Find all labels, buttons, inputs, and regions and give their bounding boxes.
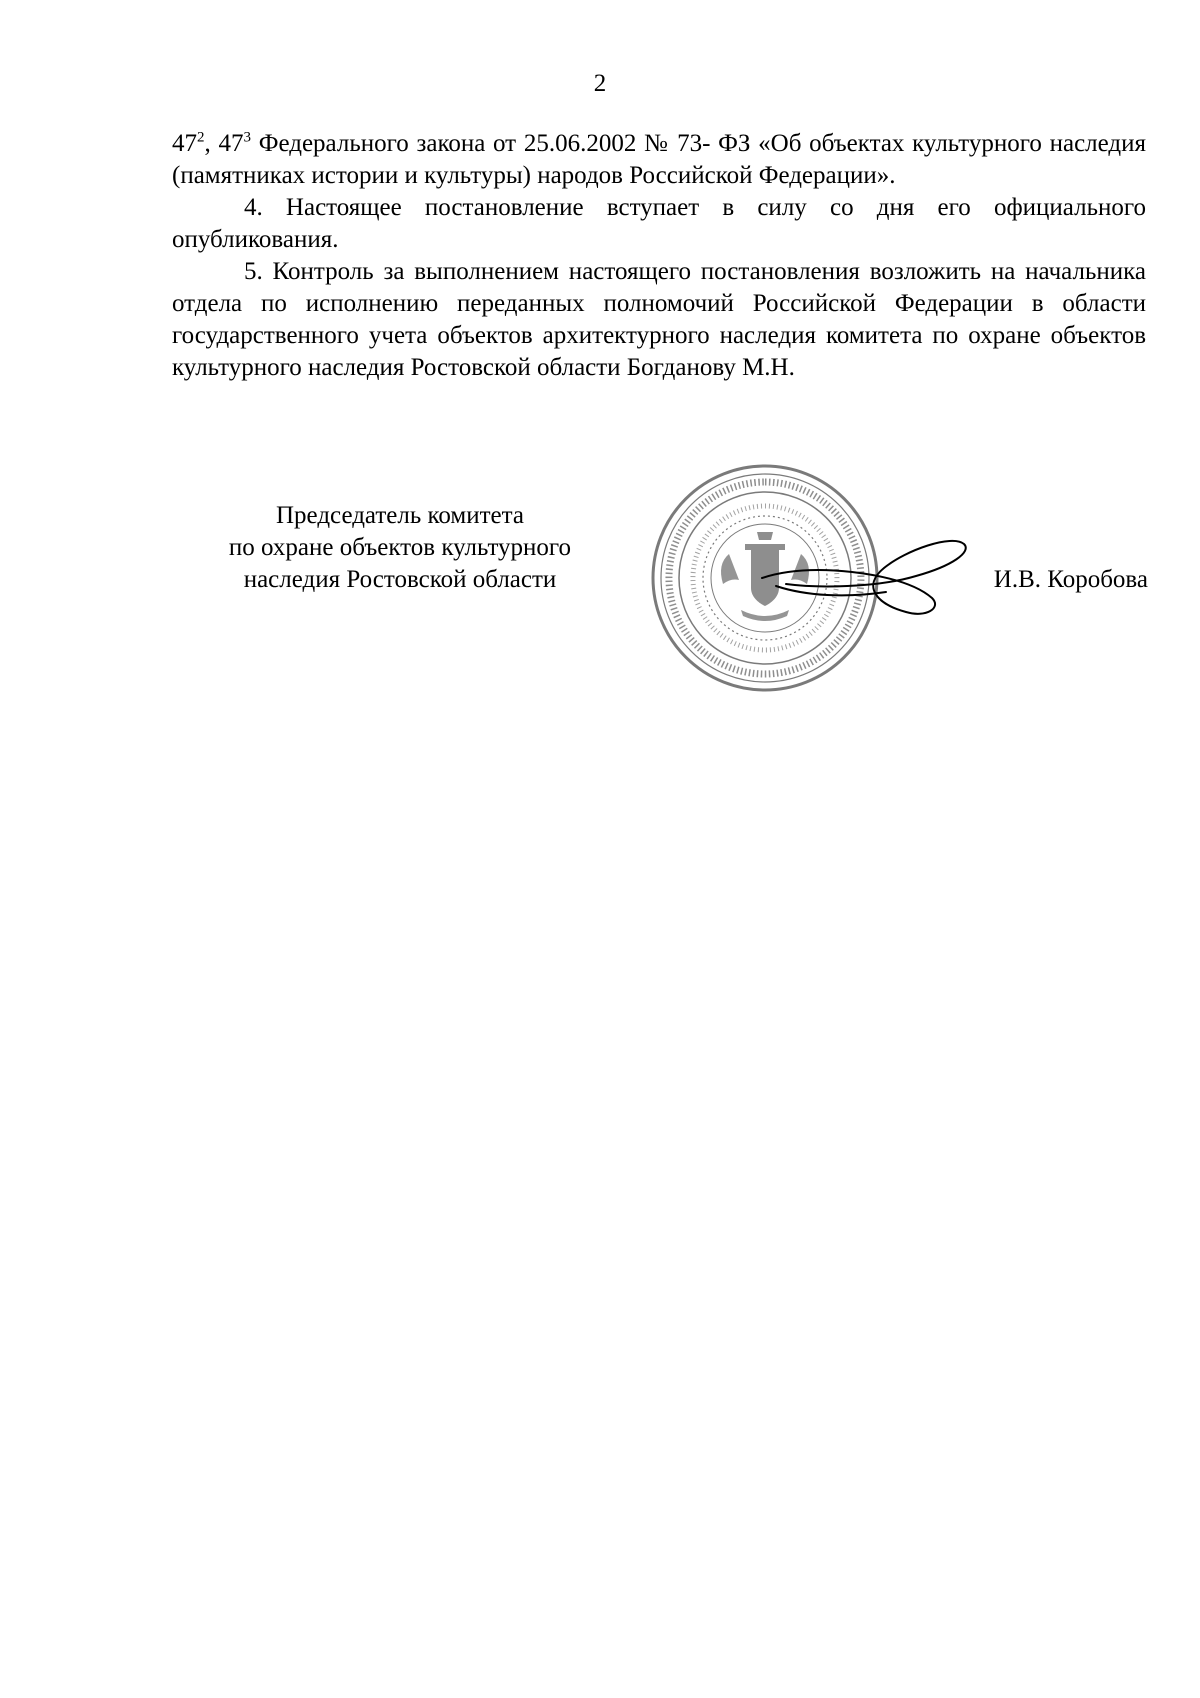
page-number: 2 (593, 70, 607, 97)
handwritten-signature-icon (756, 526, 971, 626)
position-line: по охране объектов культурного (228, 534, 572, 561)
article-number: 47 (172, 130, 197, 157)
paragraph-5: 5. Контроль за выполнением настоящего постановления возложить на начальника отдела по исполнению переданных полномочий Российской Федерации в области государственного учета объектов архитектурного наследия комитета по охране объектов культурного наследия Ростовской области Богданову М.Н. (172, 258, 1146, 381)
article-superscript: 2 (197, 129, 205, 146)
paragraph-law-reference (172, 128, 1146, 192)
document-body (172, 128, 1146, 384)
position-line: наследия Ростовской области (243, 566, 557, 593)
position-line: Председатель комитета (276, 502, 524, 529)
paragraph-4: 4. Настоящее постановление вступает в силу со дня его официального опубликования. (172, 194, 1146, 253)
article-superscript: 3 (243, 129, 251, 146)
signatory-position (190, 500, 610, 596)
article-number: 47 (218, 130, 244, 157)
law-reference-text: Федерального закона от 25.06.2002 № 73- ФЗ «Об объектах культурного наследия (памятниках истории и культуры) народов Российской Федерации». (172, 130, 1146, 189)
article-separator: , (204, 130, 219, 157)
signer-name: И.В. Коробова (993, 566, 1148, 593)
